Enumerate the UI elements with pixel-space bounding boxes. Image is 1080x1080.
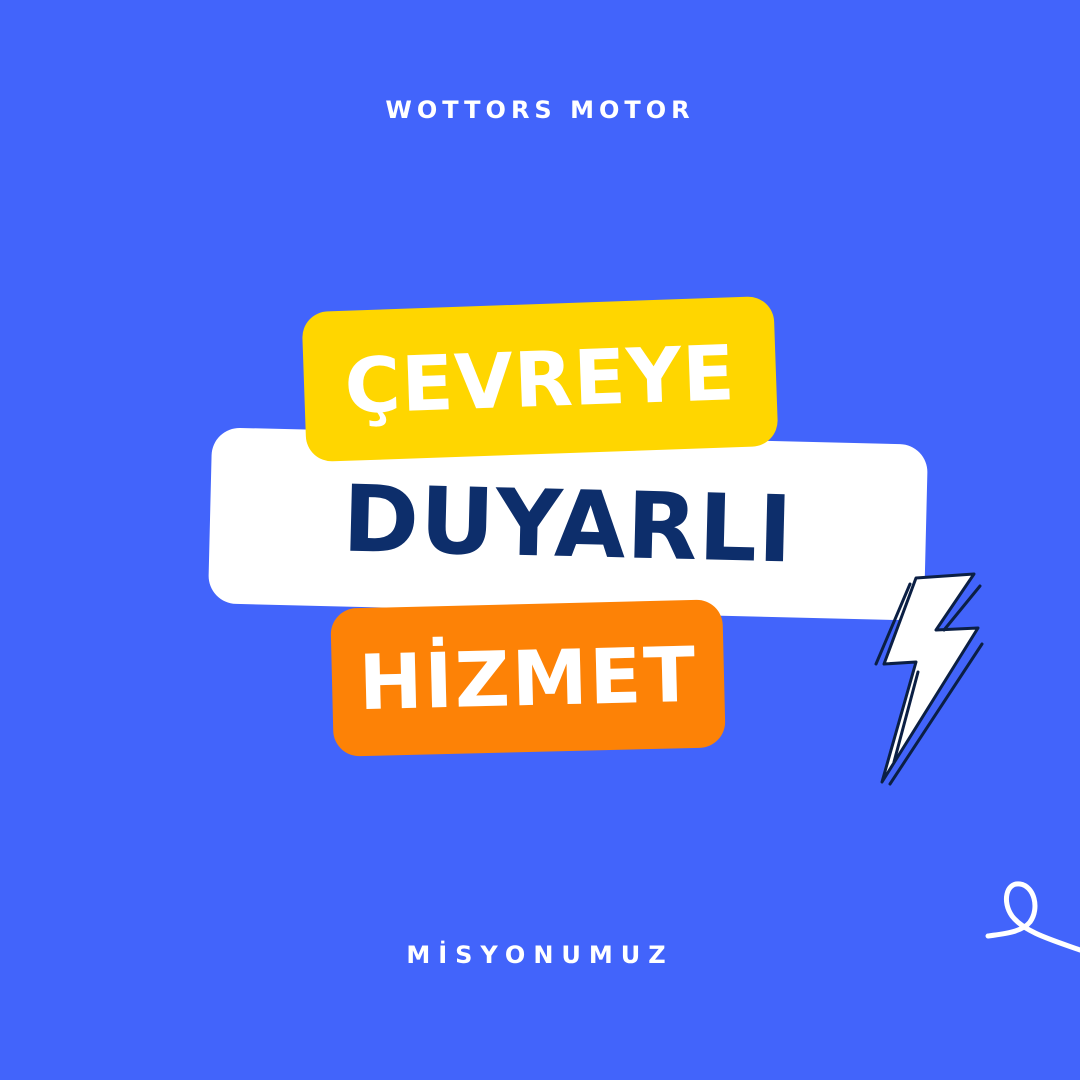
brand-title: WOTTORS MOTOR <box>385 96 695 124</box>
headline-text-duyarli: DUYARLI <box>341 465 795 583</box>
mission-label: MİSYONUMUZ <box>406 941 674 969</box>
headline-line-cevreye <box>302 296 779 462</box>
headline-text-hizmet: HİZMET <box>357 629 699 727</box>
headline-line-hizmet <box>330 599 725 757</box>
lightning-bolt-icon <box>866 566 990 792</box>
headline-text-cevreye: ÇEVREYE <box>343 327 737 431</box>
